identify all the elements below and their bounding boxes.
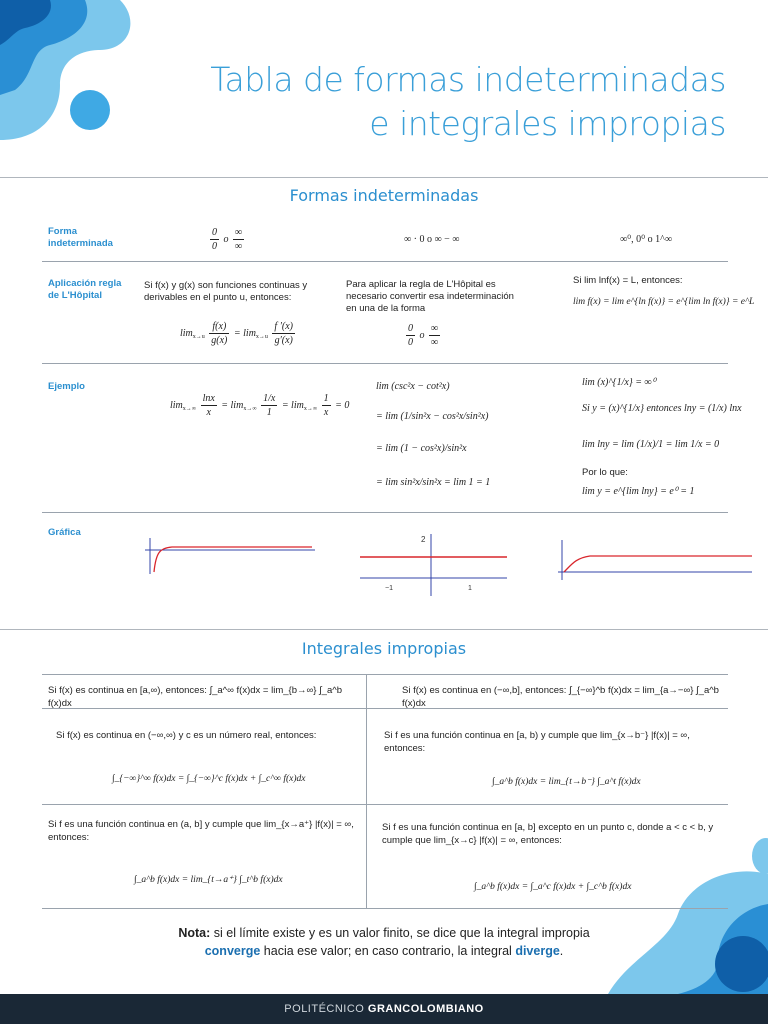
aplicacion-col3-b: lim f(x) = lim e^{ln f(x)} = e^{lim ln f(x)} = e^L bbox=[573, 297, 755, 307]
note-text-2: hacia ese valor; en caso contrario, la integral bbox=[260, 944, 516, 958]
ejemplo-col3-5: lim y = e^{lim lny} = e⁰ = 1 bbox=[582, 486, 695, 497]
integral-cell-6-text: Si f es una función continua en [a, b] excepto en un punto c, donde a < c < b, y cumple que lim_{x→c} |f(x)| = ∞, entonces: bbox=[382, 822, 714, 846]
forma-col2: ∞ · 0 o ∞ − ∞ bbox=[404, 234, 460, 245]
graph-2 bbox=[355, 530, 515, 600]
integral-cell-4-formula: ∫_a^b f(x)dx = lim_{t→b⁻} ∫_a^t f(x)dx bbox=[492, 777, 641, 787]
ejemplo-col3-1: lim (x)^{1/x} = ∞⁰ bbox=[582, 377, 656, 388]
graph-2-label-xpos: 1 bbox=[468, 585, 472, 592]
aplicacion-col2-formula: $\frac{0}{0}$ o $\frac{\infty}{\infty}$ bbox=[408, 323, 439, 348]
integral-cell-5-text: Si f es una función continua en (a, b] y cumple que lim_{x→a⁺} |f(x)| = ∞, entonces: bbox=[48, 819, 354, 843]
aplicacion-col3-a: Si lim lnf(x) = L, entonces: bbox=[573, 275, 683, 286]
integral-cell-3-formula: ∫_{−∞}^∞ f(x)dx = ∫_{−∞}^c f(x)dx + ∫_c^∞ f(x)dx bbox=[112, 774, 306, 784]
grid-line-vertical bbox=[366, 674, 367, 908]
integral-cell-2: Si f(x) es continua en (−∞,b], entonces: ∫_{−∞}^b f(x)dx = lim_{a→−∞} ∫_a^b f(x)dx bbox=[402, 685, 719, 709]
ejemplo-col3-2: Si y = (x)^{1/x} entonces lny = (1/x) lnx bbox=[582, 403, 742, 414]
ejemplo-col3-3: lim lny = lim (1/x)/1 = lim 1/x = 0 bbox=[582, 439, 720, 450]
aplicacion-col1-formula: $\lim_{x\to u}$ $\frac{f(x)}{g(x)}$ = $\lim_{x\to u}$ $\frac{f '(x)}{g'(x)}$ bbox=[180, 321, 293, 346]
graph-2-label-y: 2 bbox=[421, 535, 426, 544]
decorative-blobs-top bbox=[0, 0, 160, 150]
divider bbox=[0, 629, 768, 630]
row-label-aplicacion: Aplicación regla de L'Hôpital bbox=[48, 278, 122, 301]
forma-col1: $\frac{0}{0}$ o $\frac{\infty}{\infty}$ bbox=[212, 227, 243, 252]
page-title bbox=[210, 58, 726, 146]
integral-cell-5-formula: ∫_a^b f(x)dx = lim_{t→a⁺} ∫_t^b f(x)dx bbox=[134, 875, 283, 885]
graph-3 bbox=[548, 536, 754, 582]
aplicacion-col2-text: Para aplicar la regla de L'Hôpital es necesario convertir esa indeterminación en una de la forma bbox=[346, 279, 514, 314]
row-label-grafica: Gráfica bbox=[48, 527, 81, 538]
note-end: . bbox=[559, 944, 564, 958]
aplicacion-col1-text: Si f(x) y g(x) son funciones continuas y derivables en el punto u, entonces: bbox=[144, 280, 308, 303]
note-diverge: diverge bbox=[515, 944, 560, 958]
row-label-forma: Forma indeterminada bbox=[48, 226, 113, 249]
graph-2-label-xneg: −1 bbox=[385, 585, 393, 592]
ejemplo-col2-2: = lim (1/sin²x − cos²x/sin²x) bbox=[376, 411, 489, 422]
ejemplo-col3-4: Por lo que: bbox=[582, 467, 628, 478]
footer bbox=[0, 994, 768, 1024]
ejemplo-col2-1: lim (csc²x − cot²x) bbox=[376, 381, 450, 392]
ejemplo-col1: $\lim_{x\to\infty}$ $\frac{\ln x}{x}$ = $\lim_{x\to\infty}$ $\frac{1/x}{1}$ = $\lim_{x\to\infty}$ $\frac{1}{x}$ = 0 bbox=[170, 393, 350, 418]
integral-cell-3-text: Si f(x) es continua en (−∞,∞) y c es un número real, entonces: bbox=[56, 730, 317, 741]
row-divider bbox=[42, 512, 728, 513]
title-line-2: e integrales impropias bbox=[369, 104, 726, 143]
ejemplo-col2-4: = lim sin²x/sin²x = lim 1 = 1 bbox=[376, 477, 491, 488]
grid-line bbox=[42, 674, 728, 675]
grid-line bbox=[42, 804, 728, 805]
title-line-1: Tabla de formas indeterminadas bbox=[210, 60, 726, 99]
note-text-1: si el límite existe y es un valor finito, se dice que la integral impropia bbox=[210, 926, 590, 940]
footer-brand-light: POLITÉCNICO bbox=[284, 1003, 368, 1015]
graph-1 bbox=[140, 530, 320, 578]
note-converge: converge bbox=[204, 944, 261, 958]
footer-brand-bold: GRANCOLOMBIANO bbox=[367, 1003, 484, 1015]
integral-cell-4-text: Si f es una función continua en [a, b) y cumple que lim_{x→b⁻} |f(x)| = ∞, entonces: bbox=[384, 730, 690, 754]
integral-cell-6-formula: ∫_a^b f(x)dx = ∫_a^c f(x)dx + ∫_c^b f(x)dx bbox=[474, 882, 632, 892]
row-divider bbox=[42, 261, 728, 262]
grid-line bbox=[42, 908, 728, 909]
section-title-integrales: Integrales impropias bbox=[301, 639, 467, 658]
forma-col3: ∞⁰, 0⁰ o 1^∞ bbox=[620, 234, 672, 245]
section-title-indeterminadas: Formas indeterminadas bbox=[289, 186, 479, 205]
row-label-ejemplo: Ejemplo bbox=[48, 381, 85, 392]
ejemplo-col2-3: = lim (1 − cos²x)/sin²x bbox=[376, 443, 467, 454]
row-divider bbox=[42, 363, 728, 364]
integral-cell-1: Si f(x) es continua en [a,∞), entonces: ∫_a^∞ f(x)dx = lim_{b→∞} ∫_a^b f(x)dx bbox=[48, 685, 342, 709]
divider bbox=[0, 177, 768, 178]
note-label: Nota: bbox=[178, 926, 211, 940]
note bbox=[0, 924, 768, 960]
